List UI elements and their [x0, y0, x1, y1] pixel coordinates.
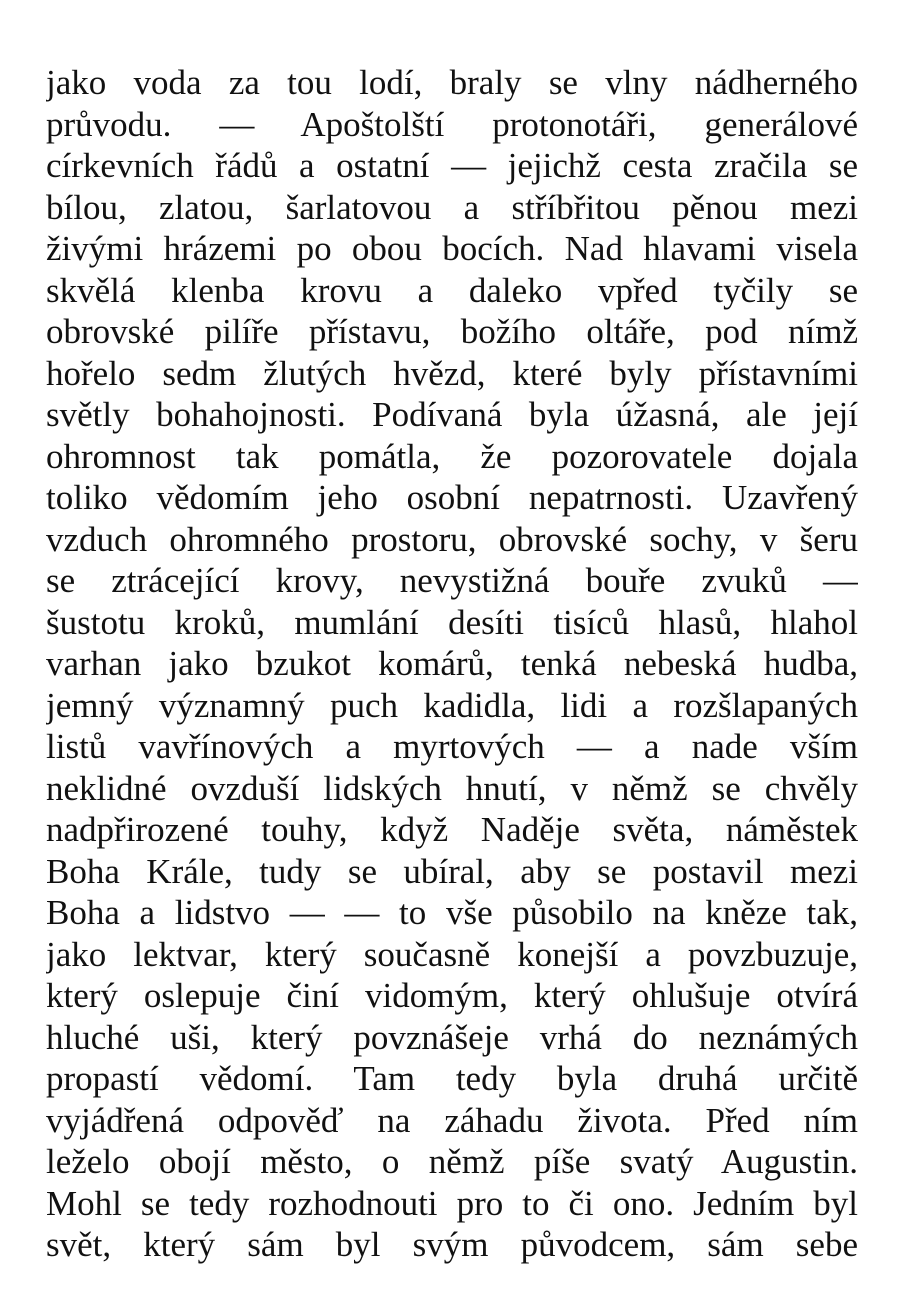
- text-line: šustotu kroků, mumlání desíti tisíců hlasů, hlahol: [46, 602, 858, 642]
- text-line: neklidné ovzduší lidských hnutí, v němž se chvěly: [46, 768, 858, 808]
- text-line: hluché uši, který povznášeje vrhá do neznámých: [46, 1017, 858, 1057]
- text-line: jako lektvar, který současně konejší a povzbuzuje,: [46, 934, 858, 974]
- text-line: se ztrácející krovy, nevystižná bouře zvuků —: [46, 561, 858, 600]
- text-line: jemný významný puch kadidla, lidi a rozšlapaných: [46, 685, 858, 725]
- text-line: který oslepuje činí vidomým, který ohlušuje otvírá: [46, 976, 858, 1015]
- text-line: vzduch ohromného prostoru, obrovské sochy, v šeru: [46, 519, 858, 559]
- text-line: Boha a lidstvo — — to vše působilo na kněze tak,: [46, 893, 858, 932]
- text-line: hořelo sedm žlutých hvězd, které byly přístavními: [46, 353, 858, 393]
- text-line: živými hrázemi po obou bocích. Nad hlavami visela: [46, 229, 858, 268]
- text-line: propastí vědomí. Tam tedy byla druhá určitě: [46, 1059, 858, 1098]
- text-line: toliko vědomím jeho osobní nepatrnosti. Uzavřený: [46, 478, 858, 517]
- text-line: bílou, zlatou, šarlatovou a stříbřitou pěnou mezi: [46, 187, 858, 227]
- text-line: skvělá klenba krovu a daleko vpřed tyčily se: [46, 270, 858, 310]
- text-line: Mohl se tedy rozhodnouti pro to či ono. Jedním byl: [46, 1183, 858, 1223]
- text-line: Boha Krále, tudy se ubíral, aby se postavil mezi: [46, 851, 858, 891]
- text-line: varhan jako bzukot komárů, tenká nebeská hudba,: [46, 644, 858, 683]
- text-line: nadpřirozené touhy, když Naděje světa, náměstek: [46, 810, 858, 849]
- text-line: vyjádřená odpověď na záhadu života. Před ním: [46, 1100, 858, 1140]
- text-line: průvodu. — Apoštolští protonotáři, generálové: [46, 104, 858, 144]
- text-line: světly bohahojnosti. Podívaná byla úžasná, ale její: [46, 395, 858, 434]
- text-line: jako voda za tou lodí, braly se vlny nádherného: [46, 63, 858, 102]
- text-line: svět, který sám byl svým původcem, sám sebe: [46, 1225, 858, 1264]
- text-line: listů vavřínových a myrtových — a nade vším: [46, 727, 858, 766]
- document-page: [46, 62, 858, 1266]
- text-line: ohromnost tak pomátla, že pozorovatele dojala: [46, 436, 858, 476]
- text-line: leželo obojí město, o němž píše svatý Augustin.: [46, 1142, 858, 1181]
- text-line: obrovské pilíře přístavu, božího oltáře, pod nímž: [46, 312, 858, 351]
- text-line: církevních řádů a ostatní — jejichž cesta zračila se: [46, 146, 858, 185]
